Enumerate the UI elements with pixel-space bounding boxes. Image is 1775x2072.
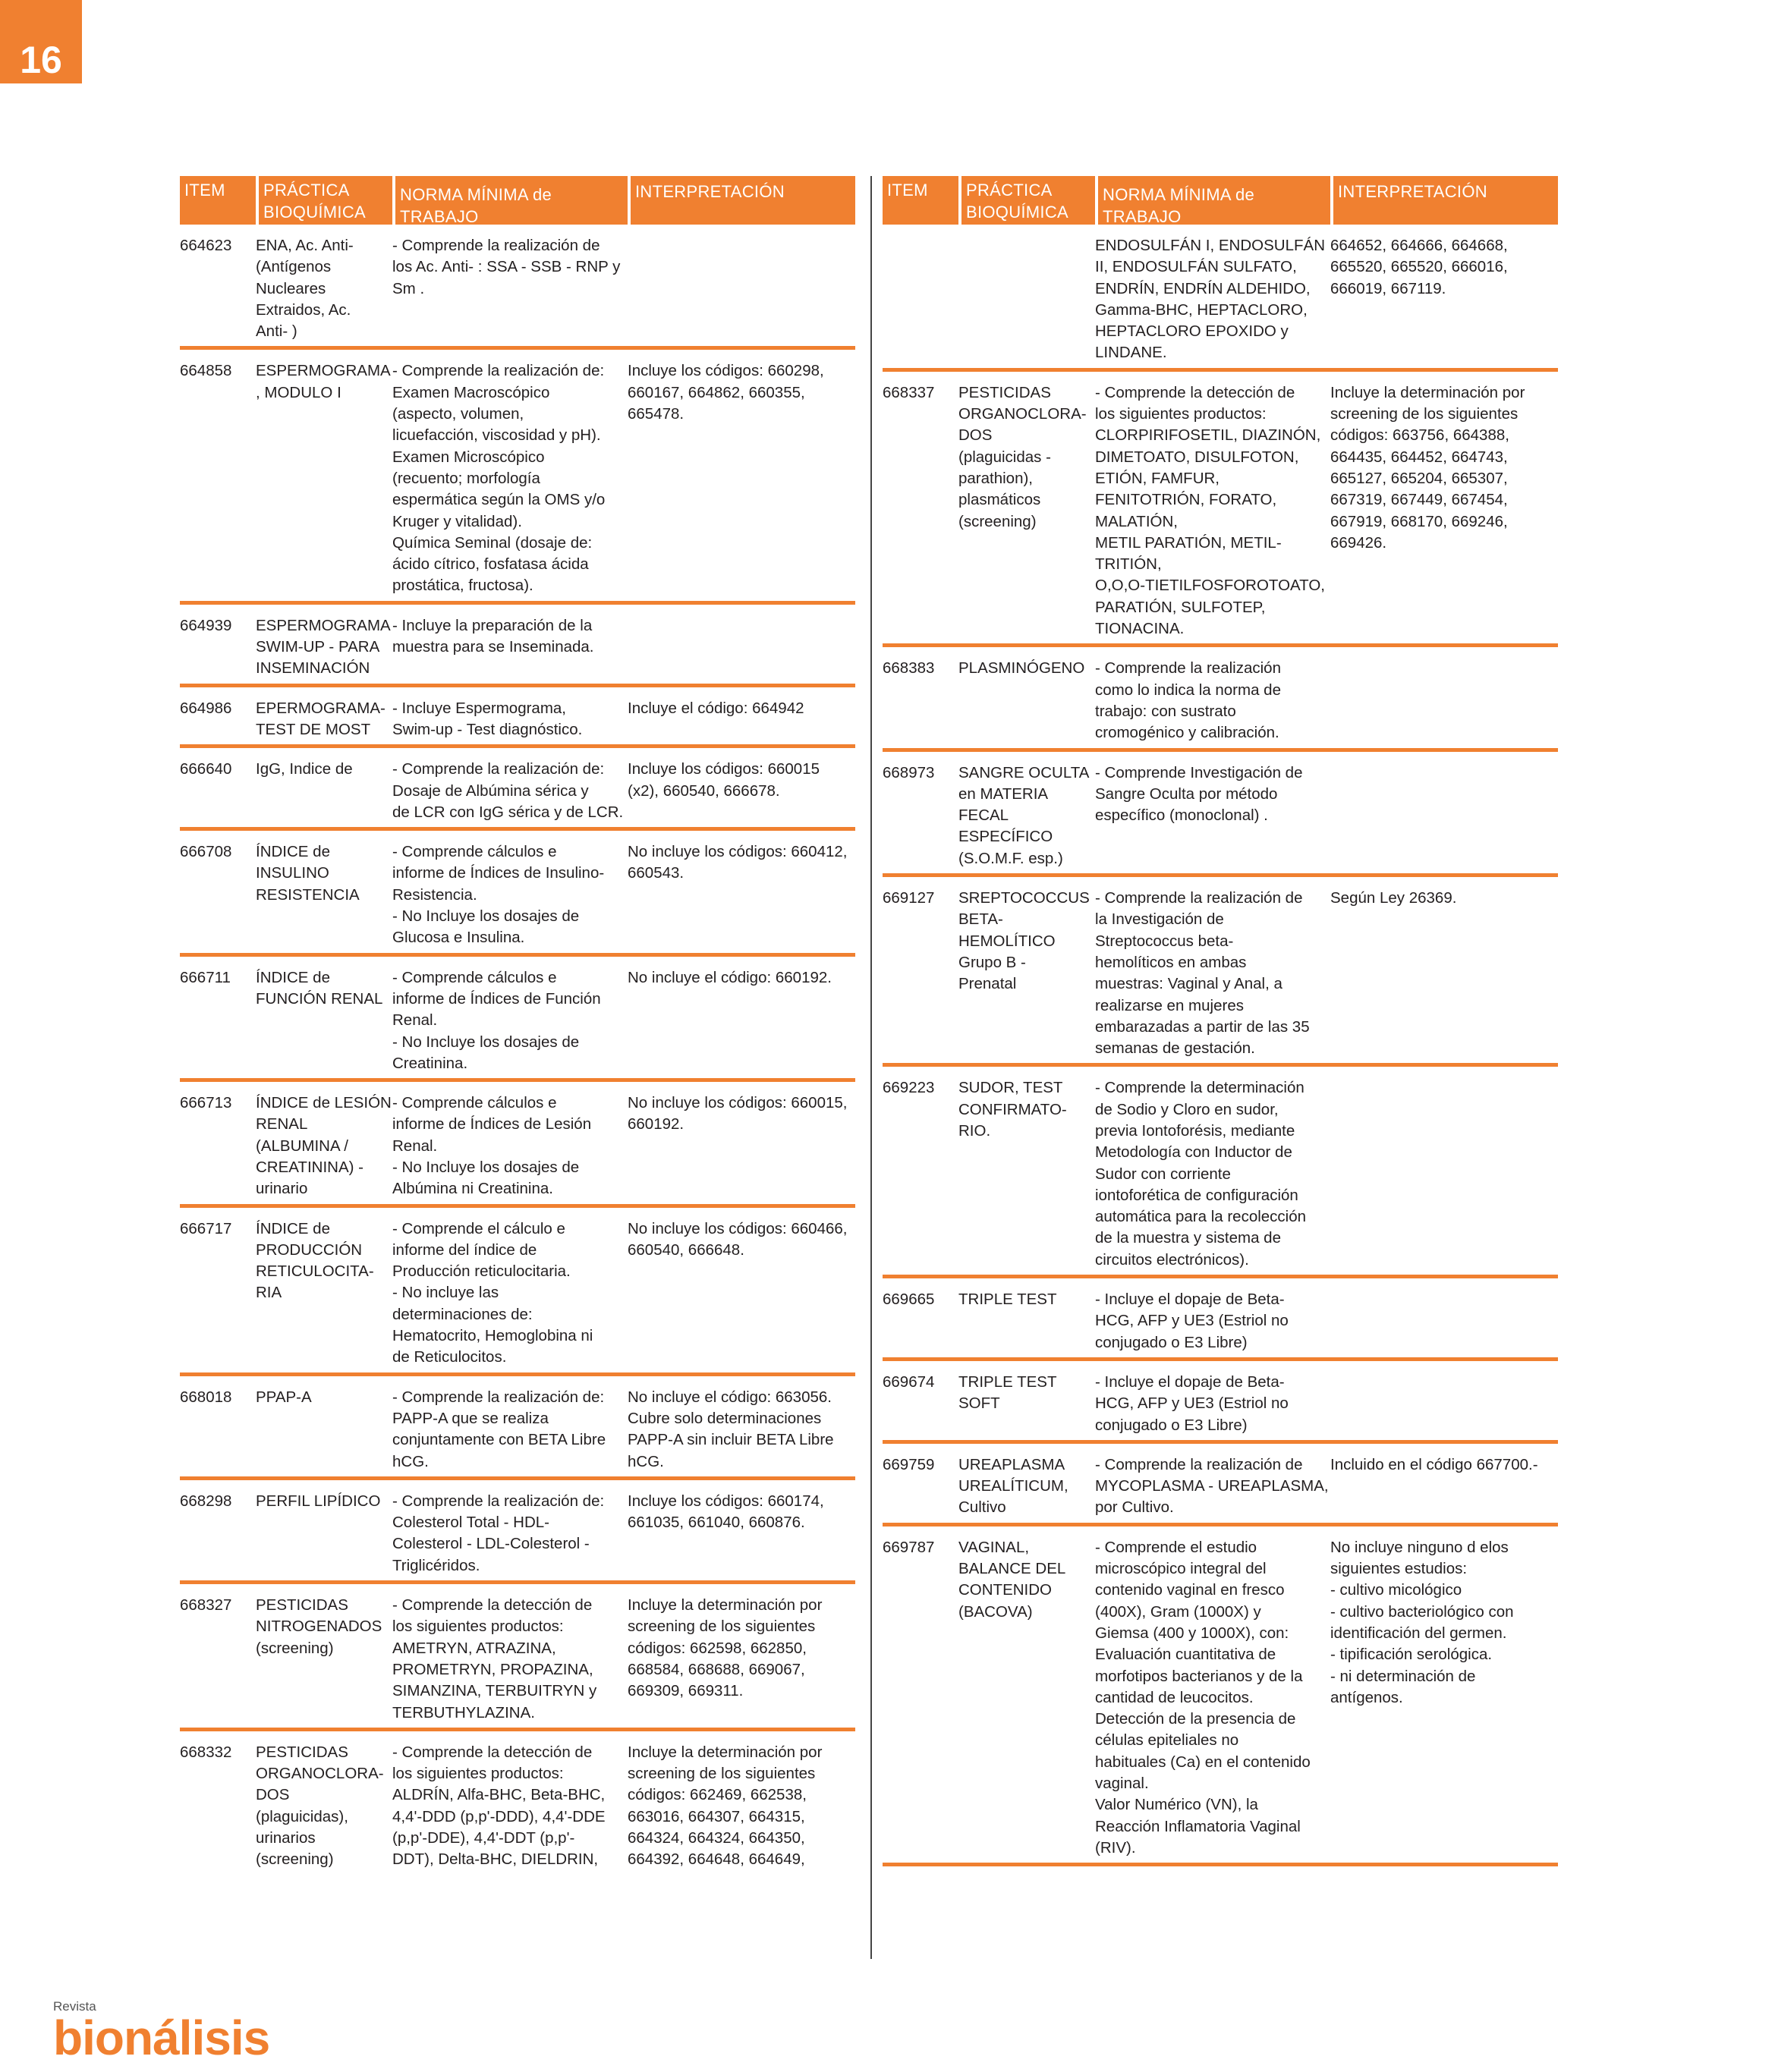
practica-cell: VAGINAL, BALANCE DEL CONTENIDO (BACOVA)	[958, 1538, 1066, 1621]
item-code: 664986	[180, 699, 232, 717]
item-code: 669127	[883, 889, 935, 907]
item-code: 669223	[883, 1079, 935, 1097]
interpretacion-cell: Incluye la determinación por screening de los siguientes códigos: 662469, 662538, 663016, 664307, 664315, 664324, 664324, 664350, 664392, 664648, 664649,	[628, 1743, 823, 1869]
norma-cell: - Comprende la determinación de Sodio y Cloro en sudor, previa Iontoforésis, mediante Metodología con Inductor de Sudor con corriente iontoforética de configuración automática para la recolección de la muestra y sistema de circuitos electrónicos).	[1095, 1079, 1307, 1269]
practica-cell: SUDOR, TEST CONFIRMATO- RIO.	[958, 1079, 1067, 1140]
table-row	[883, 372, 1558, 648]
header-item: ITEM	[180, 176, 256, 225]
page-number: 16	[0, 0, 82, 83]
item-code: 666708	[180, 843, 232, 861]
item-code: 669787	[883, 1538, 935, 1556]
interpretacion-cell	[1330, 658, 1558, 744]
interpretacion-cell	[628, 235, 855, 342]
table-row	[180, 1208, 855, 1376]
table-row	[180, 687, 855, 749]
table-row	[180, 748, 855, 831]
table-row	[180, 1480, 855, 1584]
practica-cell	[958, 235, 1095, 364]
interpretacion-cell: Incluye el código: 664942	[628, 699, 804, 717]
table-row	[180, 225, 855, 350]
norma-cell: - Comprende cálculos e informe de Índices de Función Renal. - No Incluye los dosajes de Creatinina.	[392, 968, 601, 1072]
practica-cell: IgG, Indice de	[256, 760, 353, 778]
practica-cell: PPAP-A	[256, 1388, 312, 1406]
item-code: 668337	[883, 383, 935, 401]
item-code: 666640	[180, 760, 232, 778]
interpretacion-cell: No incluye los códigos: 660412, 660543.	[628, 843, 848, 882]
item-code: 666713	[180, 1094, 232, 1112]
interpretacion-cell	[1330, 762, 1558, 869]
norma-cell: - Comprende la detección de los siguientes productos: AMETRYN, ATRAZINA, PROMETRYN, PROPAZINA, SIMANZINA, TERBUITRYN y TERBUTHYLAZINA.	[392, 1596, 597, 1721]
norma-cell: - Comprende el cálculo e informe del índice de Producción reticulocitaria. - No incluye las determinaciones de: Hematocrito, Hemoglobina ni de Reticulocitos.	[392, 1219, 593, 1366]
table-row	[883, 225, 1558, 372]
norma-cell: - Comprende cálculos e informe de Índices de Insulino- Resistencia. - No Incluye los dosajes de Glucosa e Insulina.	[392, 843, 605, 947]
table-row	[180, 1376, 855, 1480]
norma-cell: - Comprende el estudio microscópico integral del contenido vaginal en fresco (400X), Gram (1000X) y Giemsa (400 y 1000X), con: Evaluación cuantitativa de morfotipos bacterianos y de la cantidad de leucocitos. Detección de la presencia de células epiteliales no habituales (Ca) en el contenido vaginal. Valor Numérico (VN), la Reacción Inflamatoria Vaginal (RIV).	[1095, 1538, 1311, 1857]
item-code: 668973	[883, 763, 935, 781]
interpretacion-cell: Incluye los códigos: 660174, 661035, 661040, 660876.	[628, 1492, 824, 1532]
table-body	[883, 225, 1558, 1866]
interpretacion-cell: Incluye los códigos: 660298, 660167, 664862, 660355, 665478.	[628, 362, 824, 423]
item-code: 669665	[883, 1291, 935, 1309]
practica-cell: ÍNDICE de LESIÓN RENAL (ALBUMINA / CREATININA) - urinario	[256, 1094, 392, 1198]
norma-cell: - Comprende la realización de: Colesterol Total - HDL- Colesterol - LDL-Colesterol - Triglicéridos.	[392, 1492, 605, 1574]
practica-cell: TRIPLE TEST SOFT	[958, 1372, 1057, 1413]
table-row	[883, 1526, 1558, 1866]
magazine-logo	[53, 1999, 281, 2067]
interpretacion-cell: 664652, 664666, 664668, 665520, 665520, 666016, 666019, 667119.	[1330, 237, 1508, 297]
norma-cell: - Comprende la realización de: Examen Macroscópico (aspecto, volumen, licuefacción, viscosidad y pH). Examen Microscópico (recuento; morfología espermática según la OMS y/o Kruger y vitalidad). Química Seminal (dosaje de: ácido cítrico, fosfatasa ácida prostática, fructosa).	[392, 362, 606, 595]
logo-wordmark: bionálisis	[53, 2011, 270, 2065]
practica-cell: PESTICIDAS NITROGENADOS (screening)	[256, 1596, 382, 1657]
interpretacion-cell: No incluye los códigos: 660466, 660540, 666648.	[628, 1219, 848, 1259]
table-row	[883, 1067, 1558, 1278]
table-row	[883, 647, 1558, 751]
norma-cell: - Comprende la realización de: Dosaje de Albúmina sérica y de LCR con IgG sérica y de LCR.	[392, 760, 624, 821]
table-row	[883, 1444, 1558, 1526]
interpretacion-cell: Incluye la determinación por screening de los siguientes códigos: 662598, 662850, 668584, 668688, 669067, 669309, 669311.	[628, 1596, 823, 1700]
table-header	[180, 176, 855, 225]
norma-cell: - Comprende la realización de MYCOPLASMA - UREAPLASMA, por Cultivo.	[1095, 1455, 1329, 1517]
interpretacion-cell	[628, 615, 855, 680]
interpretacion-cell	[1330, 1372, 1558, 1436]
norma-cell: - Comprende la realización de la Investigación de Streptococcus beta- hemolíticos en ambas muestras: Vaginal y Anal, a realizarse en mujeres embarazadas a partir de las 35 semanas de gestación.	[1095, 889, 1310, 1058]
practica-cell: ENA, Ac. Anti- (Antígenos Nucleares Extraidos, Ac. Anti- )	[256, 237, 354, 341]
item-code: 669759	[883, 1455, 935, 1473]
table-row	[180, 1584, 855, 1731]
norma-cell: - Comprende la realización de los Ac. Anti- : SSA - SSB - RNP y Sm .	[392, 237, 621, 297]
interpretacion-cell: No incluye el código: 663056. Cubre solo determinaciones PAPP-A sin incluir BETA Libre hCG.	[628, 1388, 834, 1470]
practica-cell: UREAPLASMA UREALÍTICUM, Cultivo	[958, 1455, 1068, 1517]
column-divider	[870, 176, 872, 1959]
practica-cell: ESPERMOGRAMA SWIM-UP - PARA INSEMINACIÓN	[256, 616, 391, 678]
item-code: 668327	[180, 1596, 232, 1615]
item-code: 664623	[180, 237, 232, 254]
practica-cell: PERFIL LIPÍDICO	[256, 1492, 381, 1510]
interpretacion-cell	[1330, 1077, 1558, 1271]
practica-cell: SANGRE OCULTA en MATERIA FECAL ESPECÍFICO (S.O.M.F. esp.)	[958, 763, 1090, 867]
header-norma: NORMA MÍNIMA de TRABAJO	[1098, 176, 1330, 225]
norma-cell: ENDOSULFÁN I, ENDOSULFÁN II, ENDOSULFÁN SULFATO, ENDRÍN, ENDRÍN ALDEHIDO, Gamma-BHC, HEPTACLORO, HEPTACLORO EPOXIDO y LINDANE.	[1095, 237, 1325, 362]
practica-cell: PESTICIDAS ORGANOCLORA- DOS (plaguicidas), urinarios (screening)	[256, 1743, 384, 1869]
practica-cell: TRIPLE TEST	[958, 1291, 1057, 1309]
norma-cell: - Comprende cálculos e informe de Índices de Lesión Renal. - No Incluye los dosajes de Albúmina ni Creatinina.	[392, 1094, 592, 1198]
practica-cell: ÍNDICE de PRODUCCIÓN RETICULOCITA- RIA	[256, 1219, 374, 1302]
interpretacion-cell: No incluye el código: 660192.	[628, 968, 832, 986]
practica-cell: ÍNDICE de FUNCIÓN RENAL	[256, 968, 383, 1008]
interpretacion-cell: Incluido en el código 667700.-	[1330, 1455, 1538, 1473]
item-code: 668298	[180, 1492, 232, 1510]
table-row	[883, 1361, 1558, 1444]
table-row	[180, 1082, 855, 1207]
item-code: 666711	[180, 968, 231, 986]
table-row	[180, 1731, 855, 1879]
norma-cell: - Incluye Espermograma, Swim-up - Test diagnóstico.	[392, 699, 583, 738]
interpretacion-cell: Incluye la determinación por screening de los siguientes códigos: 663756, 664388, 664435, 664452, 664743, 665127, 665204, 665307, 667319, 667449, 667454, 667919, 668170, 669246, 669426.	[1330, 383, 1525, 552]
left-column	[180, 176, 855, 1879]
item-code: 664858	[180, 362, 232, 380]
logo-caption: Revista	[53, 1999, 96, 2014]
norma-cell: - Comprende la detección de los siguientes productos: ALDRÍN, Alfa-BHC, Beta-BHC, 4,4'-DDD (p,p'-DDD), 4,4'-DDE (p,p'-DDE), 4,4'-DDT (p,p'- DDT), Delta-BHC, DIELDRIN,	[392, 1743, 606, 1869]
interpretacion-cell	[1330, 1289, 1558, 1354]
practica-cell: PESTICIDAS ORGANOCLORA- DOS (plaguicidas - parathion), plasmáticos (screening)	[958, 383, 1087, 530]
norma-cell: - Incluye el dopaje de Beta- HCG, AFP y UE3 (Estriol no conjugado o E3 Libre)	[1095, 1372, 1289, 1434]
item-code: 668332	[180, 1743, 232, 1761]
practica-cell: ÍNDICE de INSULINO RESISTENCIA	[256, 843, 360, 904]
item-code	[883, 235, 958, 364]
right-column	[883, 176, 1558, 1866]
header-practica: PRÁCTICA BIOQUÍMICA	[259, 176, 392, 225]
norma-cell: - Incluye la preparación de la muestra para se Inseminada.	[392, 616, 594, 656]
interpretacion-cell: Según Ley 26369.	[1330, 889, 1457, 907]
interpretacion-cell: No incluye ninguno d elos siguientes estudios: - cultivo micológico - cultivo bacteriológico con identificación del germen. - tipificación serológica. - ni determinación de antígenos.	[1330, 1538, 1514, 1706]
table-row	[180, 957, 855, 1082]
practica-cell: PLASMINÓGENO	[958, 659, 1085, 678]
table-row	[883, 1278, 1558, 1361]
item-code: 668383	[883, 659, 935, 678]
header-interpretacion: INTERPRETACIÓN	[1333, 176, 1558, 225]
item-code: 669674	[883, 1372, 935, 1391]
table-row	[883, 877, 1558, 1067]
item-code: 668018	[180, 1388, 232, 1406]
practica-cell: ESPERMOGRAMA , MODULO I	[256, 362, 391, 401]
interpretacion-cell: No incluye los códigos: 660015, 660192.	[628, 1094, 848, 1133]
header-interpretacion: INTERPRETACIÓN	[631, 176, 855, 225]
item-code: 664939	[180, 616, 232, 634]
item-code: 666717	[180, 1219, 232, 1237]
header-item: ITEM	[883, 176, 958, 225]
norma-cell: - Comprende la realización como lo indica la norma de trabajo: con sustrato cromogénico y calibración.	[1095, 659, 1281, 742]
table-header	[883, 176, 1558, 225]
header-norma: NORMA MÍNIMA de TRABAJO	[395, 176, 628, 225]
norma-cell: - Comprende la detección de los siguientes productos: CLORPIRIFOSETIL, DIAZINÓN, DIMETOATO, DISULFOTON, ETIÓN, FAMFUR, FENITOTRIÓN, FORATO, MALATIÓN, METIL PARATIÓN, METIL- TRITIÓN, O,O,O-TIETILFOSFOROTOATO, PARATIÓN, SULFOTEP, TIONACINA.	[1095, 383, 1325, 638]
practica-cell: SREPTOCOCCUS BETA- HEMOLÍTICO Grupo B - Prenatal	[958, 889, 1090, 993]
table-row	[180, 350, 855, 604]
table-body	[180, 225, 855, 1879]
table-row	[180, 831, 855, 956]
norma-cell: - Comprende Investigación de Sangre Oculta por método específico (monoclonal) .	[1095, 763, 1303, 825]
norma-cell: - Incluye el dopaje de Beta- HCG, AFP y UE3 (Estriol no conjugado o E3 Libre)	[1095, 1291, 1289, 1351]
norma-cell: - Comprende la realización de: PAPP-A que se realiza conjuntamente con BETA Libre hCG.	[392, 1388, 606, 1470]
interpretacion-cell: Incluye los códigos: 660015 (x2), 660540, 666678.	[628, 760, 820, 800]
header-practica: PRÁCTICA BIOQUÍMICA	[961, 176, 1095, 225]
practica-cell: EPERMOGRAMA- TEST DE MOST	[256, 699, 386, 738]
table-row	[883, 752, 1558, 877]
table-row	[180, 605, 855, 687]
